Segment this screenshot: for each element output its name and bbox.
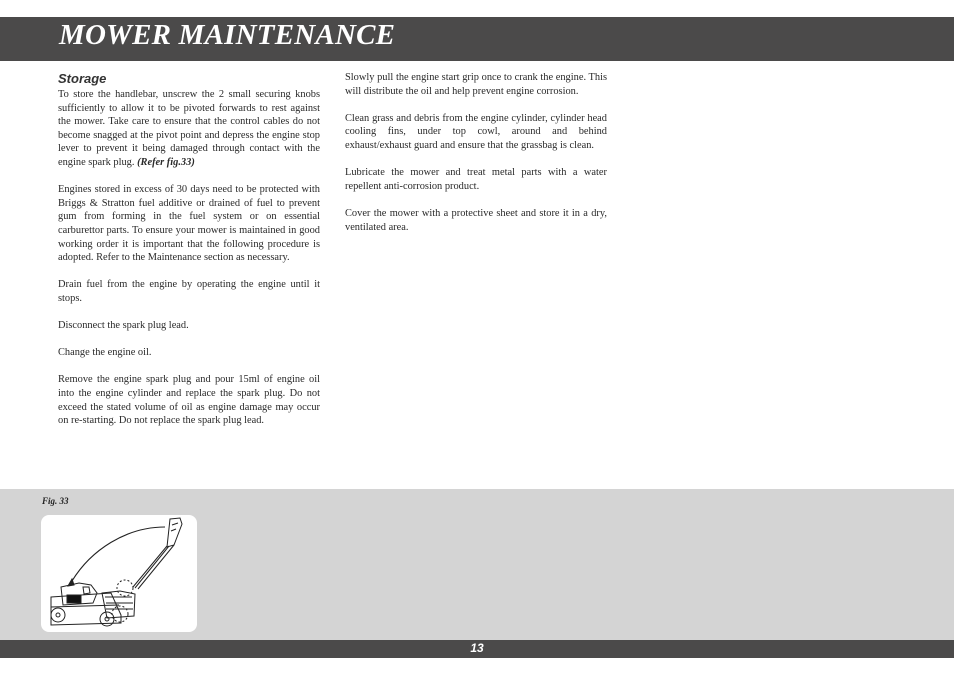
section-heading-storage: Storage — [58, 71, 107, 86]
page-footer — [0, 640, 954, 658]
paragraph-disconnect-plug: Disconnect the spark plug lead. — [58, 320, 189, 332]
paragraph-clean-engine: Clean grass and debris from the engine cylinder, cylinder head cooling fins, under top cowl, around and behind exhaust/exhaust guard and ensure that the grassbag is clean. — [345, 112, 607, 151]
paragraph-drain-fuel: Drain fuel from the engine by operating the engine until it stops. — [58, 279, 320, 304]
mower-drawing-icon — [41, 515, 197, 632]
left-column — [58, 71, 320, 441]
paragraph-lubricate: Lubricate the mower and treat metal parts with a water repellent anti-corrosion product. — [345, 167, 607, 192]
figure-33-illustration — [41, 515, 197, 632]
right-column — [345, 71, 607, 248]
page-title: MOWER MAINTENANCE — [59, 19, 396, 51]
paragraph-handlebar — [58, 88, 320, 170]
paragraph-start-grip: Slowly pull the engine start grip once to crank the engine. This will distribute the oil and help prevent engine corrosion. — [345, 72, 607, 97]
paragraph-change-oil: Change the engine oil. — [58, 347, 152, 359]
figure-label: Fig. 33 — [42, 496, 69, 506]
paragraph-fuel-protection: Engines stored in excess of 30 days need to be protected with Briggs & Stratton fuel additive or drained of fuel to prevent gum from forming in the fuel system or on essential carburettor parts. To ensure your mower is maintained in good working order it is important that the following procedure is adopted. Refer to the Maintenance section as necessary. — [58, 184, 320, 264]
paragraph-spark-plug-oil: Remove the engine spark plug and pour 15ml of engine oil into the engine cylinder and replace the spark plug. Do not exceed the stated volume of oil as engine damage may occur on re-starting. Do not replace the spark plug lead. — [58, 374, 320, 427]
paragraph-handlebar-text: To store the handlebar, unscrew the 2 small securing knobs sufficiently to allow it to be pivoted forwards to rest against the mower. Take care to ensure that the control cables do not become snagged at the pivot point and depress the engine stop lever to prevent it being damaged through contact with the engine spark plug. — [58, 89, 320, 168]
figure-reference: (Refer fig.33) — [137, 156, 195, 168]
page-header — [0, 17, 954, 61]
paragraph-cover-store: Cover the mower with a protective sheet and store it in a dry, ventilated area. — [345, 207, 607, 233]
page-number: 13 — [470, 641, 484, 655]
